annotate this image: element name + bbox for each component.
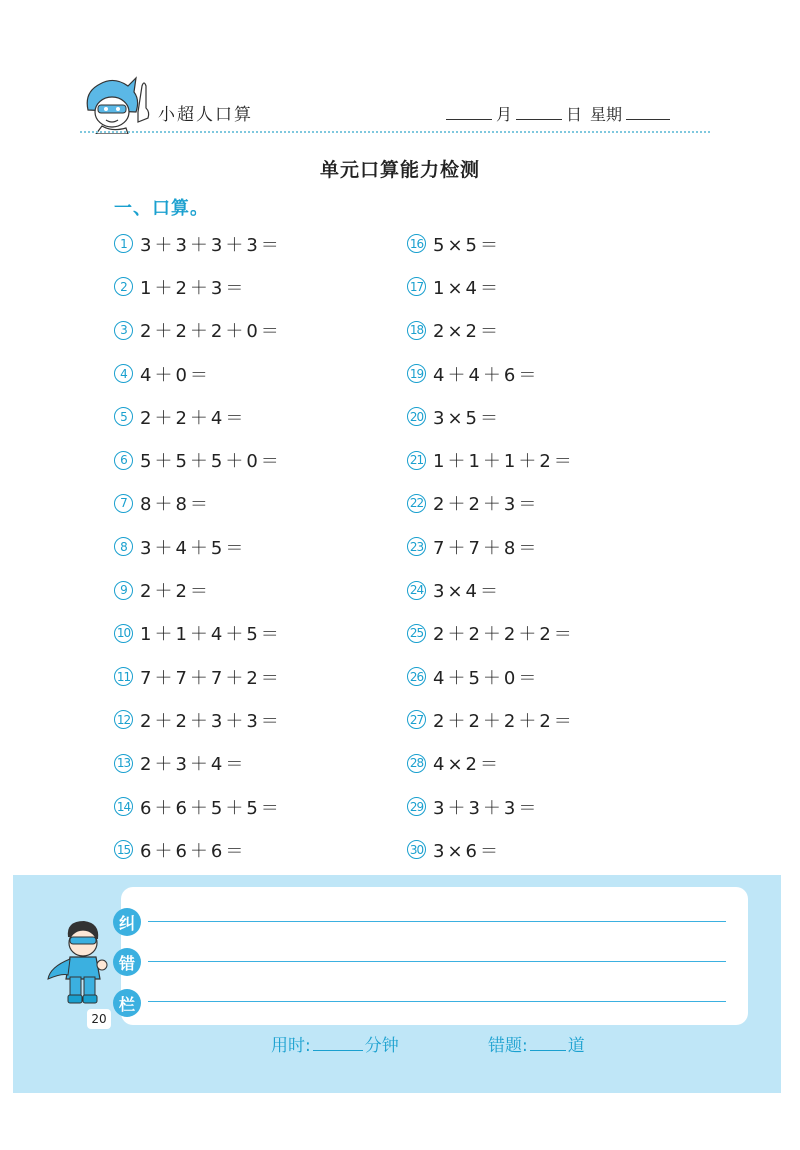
problem-number: 15	[114, 840, 133, 859]
week-blank[interactable]	[626, 103, 670, 120]
problem-number: 8	[114, 537, 133, 556]
correction-char-bubble: 纠	[113, 908, 141, 936]
problem-expression: 2＋2＋2＋2＝	[433, 710, 575, 732]
time-blank[interactable]	[313, 1034, 363, 1051]
problem-row	[114, 352, 282, 395]
problem-expression: 3＋3＋3＋3＝	[140, 234, 282, 256]
problem-expression: 4＋0＝	[140, 364, 211, 386]
problem-expression: 5×5＝	[433, 234, 501, 256]
problem-expression: 2×2＝	[433, 321, 501, 343]
problem-expression: 3＋3＋3＝	[433, 797, 540, 819]
problem-number: 14	[114, 797, 133, 816]
problem-number: 25	[407, 624, 426, 643]
problem-number: 6	[114, 451, 133, 470]
problem-number: 2	[114, 277, 133, 296]
mascot-superhero-icon	[46, 917, 118, 1005]
time-unit: 分钟	[364, 1036, 399, 1056]
problem-row	[407, 352, 575, 395]
problem-expression: 1×4＝	[433, 277, 501, 299]
header-divider	[80, 131, 710, 133]
problem-expression: 6＋6＋5＋5＝	[140, 797, 282, 819]
problem-number: 13	[114, 754, 133, 773]
problem-number: 3	[114, 321, 133, 340]
error-count-field	[488, 1031, 585, 1056]
problem-row	[114, 482, 282, 525]
problem-number: 11	[114, 667, 133, 686]
problem-expression: 4×2＝	[433, 754, 501, 776]
problem-number: 30	[407, 840, 426, 859]
problem-expression: 3＋4＋5＝	[140, 537, 247, 559]
problem-number: 18	[407, 321, 426, 340]
problem-expression: 4＋5＋0＝	[433, 667, 540, 689]
month-blank[interactable]	[446, 103, 492, 120]
problem-row	[407, 612, 575, 655]
problem-expression: 2＋3＋4＝	[140, 754, 247, 776]
problem-row	[114, 612, 282, 655]
problem-number: 27	[407, 710, 426, 729]
problem-row	[114, 655, 282, 698]
mascot-boy-pointing-icon	[80, 72, 158, 134]
page-number: 20	[87, 1009, 111, 1029]
problem-row	[114, 828, 282, 871]
problem-expression: 1＋1＋4＋5＝	[140, 624, 282, 646]
month-label: 月	[495, 105, 512, 124]
problem-row	[407, 265, 575, 308]
problem-expression: 5＋5＋5＋0＝	[140, 451, 282, 473]
week-label: 星期	[589, 105, 622, 124]
problem-number: 22	[407, 494, 426, 513]
problem-number: 28	[407, 754, 426, 773]
problem-row	[407, 395, 575, 438]
problem-number: 7	[114, 494, 133, 513]
problem-row	[407, 742, 575, 785]
day-label: 日	[565, 105, 582, 124]
page-title: 单元口算能力检测	[319, 159, 480, 181]
errors-blank[interactable]	[530, 1034, 566, 1051]
problem-number: 12	[114, 710, 133, 729]
errors-label: 错题:	[488, 1036, 528, 1056]
brand-title: 小超人口算	[158, 105, 253, 125]
problem-row	[114, 309, 282, 352]
problem-expression: 2＋2＋3＋3＝	[140, 710, 282, 732]
problem-row	[407, 655, 575, 698]
problem-number: 1	[114, 234, 133, 253]
errors-unit: 道	[567, 1036, 585, 1056]
problem-row	[407, 568, 575, 611]
problem-row	[407, 785, 575, 828]
problem-number: 4	[114, 364, 133, 383]
problem-number: 20	[407, 407, 426, 426]
problem-expression: 3×4＝	[433, 581, 501, 603]
problem-expression: 4＋4＋6＝	[433, 364, 540, 386]
problem-expression: 8＋8＝	[140, 494, 211, 516]
problem-row	[407, 438, 575, 481]
problem-expression: 2＋2＋2＋2＝	[433, 624, 575, 646]
problem-number: 9	[114, 581, 133, 600]
problem-expression: 7＋7＋7＋2＝	[140, 667, 282, 689]
problem-column-right	[407, 222, 575, 871]
problem-number: 24	[407, 581, 426, 600]
problem-expression: 2＋2＋2＋0＝	[140, 321, 282, 343]
correction-writing-line[interactable]	[148, 961, 726, 962]
time-used-field	[271, 1031, 399, 1056]
correction-char-bubble: 错	[113, 948, 141, 976]
correction-paper	[121, 887, 748, 1025]
problem-number: 26	[407, 667, 426, 686]
problem-row	[114, 222, 282, 265]
problem-expression: 3×5＝	[433, 407, 501, 429]
problem-expression: 1＋2＋3＝	[140, 277, 247, 299]
problem-row	[407, 828, 575, 871]
header	[80, 72, 710, 134]
problem-row	[407, 525, 575, 568]
problem-number: 10	[114, 624, 133, 643]
day-blank[interactable]	[516, 103, 562, 120]
correction-writing-line[interactable]	[148, 921, 726, 922]
problem-row	[114, 698, 282, 741]
problem-column-left	[114, 222, 282, 871]
problem-row	[114, 525, 282, 568]
problem-row	[114, 265, 282, 308]
correction-writing-line[interactable]	[148, 1001, 726, 1002]
problem-number: 29	[407, 797, 426, 816]
problem-number: 23	[407, 537, 426, 556]
problem-row	[114, 742, 282, 785]
correction-panel	[13, 875, 781, 1093]
problem-row	[114, 438, 282, 481]
problem-expression: 7＋7＋8＝	[433, 537, 540, 559]
problem-row	[114, 785, 282, 828]
time-label: 用时:	[271, 1036, 311, 1056]
problem-expression: 6＋6＋6＝	[140, 840, 247, 862]
problem-number: 17	[407, 277, 426, 296]
date-fields	[446, 102, 670, 125]
problem-row	[407, 309, 575, 352]
correction-char-bubble: 栏	[113, 989, 141, 1017]
problem-row	[114, 395, 282, 438]
section-heading: 一、口算。	[114, 198, 209, 219]
problem-row	[407, 482, 575, 525]
problem-expression: 3×6＝	[433, 840, 501, 862]
problem-row	[114, 568, 282, 611]
problem-number: 19	[407, 364, 426, 383]
problem-expression: 1＋1＋1＋2＝	[433, 451, 575, 473]
problem-number: 21	[407, 451, 426, 470]
problem-row	[407, 222, 575, 265]
problem-expression: 2＋2＋3＝	[433, 494, 540, 516]
problem-row	[407, 698, 575, 741]
problem-expression: 2＋2＋4＝	[140, 407, 247, 429]
problem-expression: 2＋2＝	[140, 581, 211, 603]
problem-number: 16	[407, 234, 426, 253]
problem-number: 5	[114, 407, 133, 426]
